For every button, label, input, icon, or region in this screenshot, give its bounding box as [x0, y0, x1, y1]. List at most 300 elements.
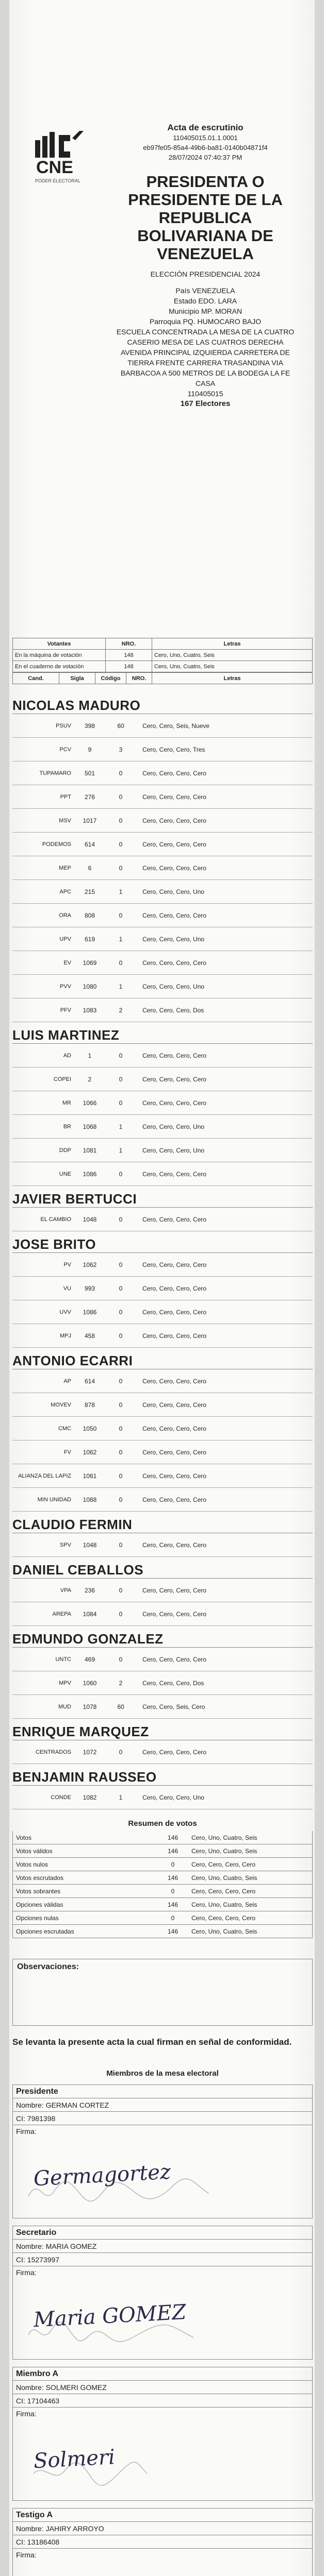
member-name: Nombre: MARIA GOMEZ: [13, 2240, 312, 2253]
party-letras: Cero, Cero, Cero, Cero: [142, 1448, 207, 1456]
party-sigla: MSV: [59, 817, 71, 824]
party-code: 1048: [83, 1215, 97, 1223]
signature: [23, 2563, 250, 2576]
resumen-row: [12, 1925, 313, 1938]
party-code: 236: [84, 1586, 95, 1594]
acta-title: Acta de escrutinio: [167, 123, 244, 132]
party-sigla: AD: [63, 1052, 71, 1059]
party-code: 614: [84, 1377, 95, 1385]
party-code: 878: [84, 1401, 95, 1409]
party-code: 469: [84, 1655, 95, 1663]
observaciones-box: [12, 1959, 313, 2026]
resumen-letras: Cero, Uno, Cuatro, Seis: [191, 1927, 257, 1935]
party-code: 1061: [83, 1472, 97, 1480]
party-letras: Cero, Cero, Cero, Cero: [142, 1748, 207, 1756]
party-letras: Cero, Cero, Cero, Uno: [142, 1123, 205, 1130]
party-nro: 0: [119, 1377, 123, 1385]
party-letras: Cero, Cero, Cero, Cero: [142, 911, 207, 919]
member-box: [12, 2508, 313, 2576]
candidate-name: NICOLAS MADURO: [12, 697, 313, 714]
party-letras: Cero, Cero, Cero, Cero: [142, 1541, 207, 1549]
svg-text:CNE: CNE: [36, 158, 73, 177]
party-sigla: AREPA: [52, 1611, 71, 1617]
party-letras: Cero, Cero, Seis, Cero: [142, 1703, 205, 1710]
member-name: Nombre: JAHIRY ARROYO: [13, 2522, 312, 2535]
party-nro: 0: [119, 1748, 123, 1756]
party-row: [12, 1277, 313, 1300]
party-row: [12, 975, 313, 998]
candidate-block: [12, 1768, 313, 1809]
acta-header: [112, 123, 298, 409]
party-code: 2: [88, 1075, 92, 1083]
party-row: [12, 1067, 313, 1091]
party-sigla: VU: [63, 1285, 71, 1292]
party-row: [12, 998, 313, 1022]
party-nro: 0: [119, 1401, 123, 1409]
party-sigla: MR: [62, 1099, 71, 1106]
party-code: 1084: [83, 1610, 97, 1618]
party-code: 1068: [83, 1123, 97, 1130]
party-sigla: CONDE: [51, 1794, 71, 1801]
party-row: [12, 1602, 313, 1626]
signature-text: Maria GOMEZ: [33, 2300, 187, 2332]
signature-text: Germagortez: [33, 2160, 172, 2191]
party-nro: 60: [117, 722, 124, 730]
pais: País VENEZUELA: [175, 286, 235, 295]
resumen-label: Votos: [16, 1834, 32, 1841]
party-letras: Cero, Cero, Cero, Cero: [142, 864, 207, 872]
member-firma: [13, 2408, 312, 2500]
party-row: [12, 1695, 313, 1719]
party-sigla: PPT: [60, 793, 71, 800]
party-row: [12, 904, 313, 927]
party-code: 1017: [83, 817, 97, 824]
party-nro: 0: [119, 1308, 123, 1316]
party-letras: Cero, Cero, Seis, Nueve: [142, 722, 210, 730]
party-row: [12, 809, 313, 833]
party-letras: Cero, Cero, Cero, Cero: [142, 793, 207, 801]
party-letras: Cero, Cero, Cero, Cero: [142, 1284, 207, 1292]
resumen-row: [12, 1831, 313, 1844]
resumen-value: 146: [167, 1927, 179, 1935]
party-code: 1083: [83, 1006, 97, 1014]
party-nro: 0: [119, 1472, 123, 1480]
candidate-block: [12, 1352, 313, 1512]
member-ci: CI: 7981398: [13, 2112, 312, 2125]
party-row: [12, 1417, 313, 1440]
party-code: 619: [84, 935, 95, 943]
party-nro: 0: [119, 817, 123, 824]
party-letras: Cero, Cero, Cero, Cero: [142, 1170, 207, 1178]
party-row: [12, 1208, 313, 1231]
party-sigla: ALIANZA DEL LAPIZ: [18, 1472, 71, 1479]
cne-logo: [32, 129, 89, 206]
firma-label: Firma:: [16, 2268, 37, 2277]
member-role: Miembro A: [13, 2367, 312, 2381]
party-sigla: PODEMOS: [42, 841, 71, 848]
election-title: PRESIDENTA O PRESIDENTE DE LA REPUBLICA BOLIVARIANA DE VENEZUELA: [128, 173, 283, 263]
candidate-name: JAVIER BERTUCCI: [12, 1190, 313, 1208]
resumen-label: Opciones escrutadas: [16, 1927, 74, 1935]
party-row: [12, 785, 313, 809]
votantes-label: En el cuaderno de votación: [13, 661, 106, 672]
party-row: [12, 1044, 313, 1067]
party-code: 1086: [83, 1308, 97, 1316]
member-ci: CI: 15273997: [13, 2253, 312, 2266]
observaciones-label: Observaciones:: [17, 1962, 79, 1971]
resumen-value: 0: [171, 1860, 175, 1868]
resumen-label: Votos válidos: [16, 1847, 53, 1855]
votantes-table: [12, 638, 313, 684]
letras-header: Letras: [152, 638, 313, 650]
party-sigla: MUD: [58, 1703, 71, 1710]
candidate-block: [12, 1190, 313, 1231]
party-letras: Cero, Cero, Cero, Cero: [142, 1586, 207, 1594]
party-code: 1066: [83, 1099, 97, 1107]
party-code: 1078: [83, 1703, 97, 1710]
party-row: [12, 1464, 313, 1488]
resumen-row: [12, 1858, 313, 1871]
party-letras: Cero, Cero, Cero, Cero: [142, 959, 207, 967]
firma-label: Firma:: [16, 2127, 37, 2136]
party-nro: 0: [119, 1610, 123, 1618]
party-letras: Cero, Cero, Cero, Cero: [142, 1052, 207, 1059]
party-row: [12, 1369, 313, 1393]
party-letras: Cero, Cero, Cero, Cero: [142, 1215, 207, 1223]
votantes-letras: Cero, Uno, Cuatro, Seis: [152, 661, 313, 672]
party-code: 6: [88, 864, 92, 872]
party-nro: 0: [119, 959, 123, 967]
party-nro: 0: [119, 1541, 123, 1549]
party-code: 1050: [83, 1425, 97, 1432]
resumen-value: 146: [167, 1874, 179, 1882]
party-row: [12, 761, 313, 785]
member-ci: CI: 13186408: [13, 2535, 312, 2549]
party-sigla: AP: [63, 1378, 71, 1384]
party-row: [12, 1786, 313, 1809]
col-letras: Letras: [152, 673, 313, 684]
resumen-letras: Cero, Uno, Cuatro, Seis: [191, 1874, 257, 1882]
party-code: 1062: [83, 1448, 97, 1456]
candidate-block: [12, 1630, 313, 1719]
party-sigla: DDP: [59, 1147, 71, 1154]
party-sigla: ORA: [59, 912, 71, 919]
party-code: 1082: [83, 1793, 97, 1801]
member-box: [12, 2084, 313, 2218]
party-letras: Cero, Cero, Cero, Cero: [142, 1610, 207, 1618]
party-code: 1080: [83, 982, 97, 990]
party-sigla: EL CAMBIO: [40, 1216, 71, 1223]
miembros-title: Miembros de la mesa electoral: [106, 2069, 219, 2078]
party-letras: Cero, Cero, Cero, Cero: [142, 1377, 207, 1385]
votantes-header: Votantes: [13, 638, 106, 650]
resumen-row: [12, 1871, 313, 1885]
party-nro: 0: [119, 769, 123, 777]
resumen-label: Votos escrutados: [16, 1874, 64, 1882]
party-nro: 0: [119, 1170, 123, 1178]
party-sigla: PFV: [60, 1007, 71, 1013]
party-row: [12, 1324, 313, 1348]
votantes-nro: 148: [106, 661, 152, 672]
party-code: 9: [88, 745, 92, 753]
party-row: [12, 714, 313, 738]
candidate-name: LUIS MARTINEZ: [12, 1026, 313, 1044]
member-name: Nombre: SOLMERI GOMEZ: [13, 2381, 312, 2394]
party-nro: 0: [119, 1215, 123, 1223]
signature: [23, 2140, 250, 2207]
party-sigla: MOVEV: [51, 1401, 71, 1408]
candidate-block: [12, 1026, 313, 1186]
member-box: [12, 2226, 313, 2360]
party-nro: 0: [119, 1284, 123, 1292]
party-nro: 2: [119, 1006, 123, 1014]
party-code: 1069: [83, 959, 97, 967]
party-letras: Cero, Cero, Cero, Uno: [142, 982, 205, 990]
party-sigla: COPEI: [53, 1076, 71, 1082]
signature: [23, 2422, 250, 2489]
party-letras: Cero, Cero, Cero, Cero: [142, 1472, 207, 1480]
party-nro: 1: [119, 982, 123, 990]
party-sigla: UNE: [59, 1171, 71, 1177]
candidate-name: JOSE BRITO: [12, 1235, 313, 1253]
party-letras: Cero, Cero, Cero, Cero: [142, 1075, 207, 1083]
candidate-name: BENJAMIN RAUSSEO: [12, 1768, 313, 1786]
candidate-name: ENRIQUE MARQUEZ: [12, 1723, 313, 1740]
party-code: 1062: [83, 1261, 97, 1268]
party-letras: Cero, Cero, Cero, Tres: [142, 745, 205, 753]
party-row: [12, 1648, 313, 1671]
svg-text:PODER ELECTORAL: PODER ELECTORAL: [35, 178, 80, 183]
party-nro: 0: [119, 1586, 123, 1594]
party-row: [12, 1393, 313, 1417]
signature-text: Solmeri: [33, 2445, 116, 2473]
party-sigla: UVV: [59, 1309, 71, 1315]
votantes-letras: Cero, Uno, Cuatro, Seis: [152, 650, 313, 661]
resumen-votos: [12, 1817, 313, 1938]
resumen-letras: Cero, Cero, Cero, Cero: [191, 1887, 256, 1895]
member-firma: [13, 2266, 312, 2359]
party-sigla: PSUV: [56, 722, 71, 729]
acta-code: 110405015.01.1.0001: [173, 134, 238, 142]
party-sigla: APC: [59, 888, 71, 895]
estado: Estado EDO. LARA: [173, 297, 237, 305]
firma-label: Firma:: [16, 2551, 37, 2559]
party-letras: Cero, Cero, Cero, Uno: [142, 935, 205, 943]
party-code: 458: [84, 1332, 95, 1340]
resumen-label: Opciones nulas: [16, 1914, 59, 1922]
candidate-block: [12, 1723, 313, 1764]
party-code: 614: [84, 840, 95, 848]
col-sigla: Sigla: [59, 673, 95, 684]
party-code: 398: [84, 722, 95, 730]
centro-code: 110405015: [187, 389, 223, 398]
resumen-label: Votos nulos: [16, 1860, 48, 1868]
party-nro: 1: [119, 1123, 123, 1130]
party-sigla: TUPAMARO: [39, 770, 71, 776]
party-row: [12, 1579, 313, 1602]
party-nro: 0: [119, 1425, 123, 1432]
party-nro: 0: [119, 840, 123, 848]
candidate-name: ANTONIO ECARRI: [12, 1352, 313, 1369]
member-role: Testigo A: [13, 2509, 312, 2522]
party-sigla: MEP: [59, 865, 71, 871]
party-nro: 1: [119, 1793, 123, 1801]
party-row: [12, 1671, 313, 1695]
party-letras: Cero, Cero, Cero, Cero: [142, 1655, 207, 1663]
firma-label: Firma:: [16, 2410, 37, 2418]
resumen-letras: Cero, Uno, Cuatro, Seis: [191, 1901, 257, 1908]
party-code: 1048: [83, 1541, 97, 1549]
party-nro: 1: [119, 935, 123, 943]
resumen-title: Resumen de votos: [128, 1819, 197, 1828]
party-nro: 0: [119, 1655, 123, 1663]
party-row: [12, 1115, 313, 1139]
party-letras: Cero, Cero, Cero, Dos: [142, 1679, 204, 1687]
party-sigla: UPV: [59, 936, 71, 942]
party-sigla: CENTRADOS: [35, 1749, 71, 1755]
party-nro: 0: [119, 1261, 123, 1268]
party-sigla: VPA: [60, 1587, 71, 1594]
party-code: 1: [88, 1052, 92, 1059]
party-letras: Cero, Cero, Cero, Cero: [142, 1099, 207, 1107]
resumen-value: 0: [171, 1887, 175, 1895]
party-letras: Cero, Cero, Cero, Cero: [142, 1496, 207, 1503]
party-nro: 0: [119, 1332, 123, 1340]
resumen-row: [12, 1911, 313, 1925]
resumen-value: 146: [167, 1901, 179, 1908]
party-letras: Cero, Cero, Cero, Cero: [142, 817, 207, 824]
party-nro: 0: [119, 1496, 123, 1503]
party-sigla: MPJ: [60, 1332, 71, 1339]
member-role: Presidente: [13, 2085, 312, 2098]
party-code: 1088: [83, 1496, 97, 1503]
party-row: [12, 951, 313, 975]
party-row: [12, 1091, 313, 1115]
party-code: 1060: [83, 1679, 97, 1687]
party-row: [12, 1440, 313, 1464]
party-sigla: PVV: [59, 983, 71, 990]
member-role: Secretario: [13, 2226, 312, 2240]
col-cand: Cand.: [13, 673, 59, 684]
party-nro: 1: [119, 1146, 123, 1154]
party-letras: Cero, Cero, Cero, Cero: [142, 840, 207, 848]
party-row: [12, 833, 313, 856]
party-nro: 1: [119, 888, 123, 895]
party-row: [12, 1139, 313, 1162]
party-letras: Cero, Cero, Cero, Cero: [142, 1332, 207, 1340]
party-letras: Cero, Cero, Cero, Uno: [142, 888, 205, 895]
resumen-label: Votos sobrantes: [16, 1887, 61, 1895]
member-firma: [13, 2549, 312, 2576]
party-letras: Cero, Cero, Cero, Cero: [142, 1308, 207, 1316]
resumen-label: Opciones válidas: [16, 1901, 63, 1908]
col-codigo: Código: [95, 673, 126, 684]
party-code: 501: [84, 769, 95, 777]
party-letras: Cero, Cero, Cero, Cero: [142, 769, 207, 777]
party-row: [12, 880, 313, 904]
resumen-row: [12, 1844, 313, 1858]
candidate-block: [12, 697, 313, 1022]
member-firma: [13, 2125, 312, 2218]
party-row: [12, 738, 313, 761]
votantes-label: En la máquina de votación: [13, 650, 106, 661]
acta-hash: eb97fe05-85a4-49b6-ba81-0140b04871f4: [143, 144, 268, 151]
party-letras: Cero, Cero, Cero, Cero: [142, 1261, 207, 1268]
member-ci: CI: 17104463: [13, 2394, 312, 2408]
acta-datetime: 28/07/2024 07:40:37 PM: [168, 154, 242, 161]
party-letras: Cero, Cero, Cero, Uno: [142, 1146, 205, 1154]
party-code: 1086: [83, 1170, 97, 1178]
member-box: [12, 2367, 313, 2501]
party-letras: Cero, Cero, Cero, Cero: [142, 1425, 207, 1432]
resumen-value: 0: [171, 1914, 175, 1922]
party-sigla: SPV: [59, 1541, 71, 1548]
party-nro: 3: [119, 745, 123, 753]
party-nro: 0: [119, 864, 123, 872]
party-nro: 60: [117, 1703, 124, 1710]
party-nro: 0: [119, 1052, 123, 1059]
party-nro: 0: [119, 1448, 123, 1456]
party-code: 993: [84, 1284, 95, 1292]
party-sigla: BR: [63, 1123, 71, 1130]
firma-note: Se levanta la presente acta la cual firman en señal de conformidad.: [12, 2037, 292, 2047]
election-subtitle: ELECCIÓN PRESIDENCIAL 2024: [150, 270, 261, 278]
resumen-row: [12, 1898, 313, 1911]
nro-header: NRO.: [106, 638, 152, 650]
resumen-letras: Cero, Cero, Cero, Cero: [191, 1914, 256, 1922]
party-sigla: UNTC: [55, 1656, 71, 1663]
party-code: 1081: [83, 1146, 97, 1154]
candidate-name: DANIEL CEBALLOS: [12, 1561, 313, 1579]
party-code: 1072: [83, 1748, 97, 1756]
party-sigla: MPV: [59, 1680, 71, 1686]
parroquia: Parroquia PQ. HUMOCARO BAJO: [149, 317, 262, 326]
col-nro: NRO.: [126, 673, 152, 684]
party-sigla: MIN UNIDAD: [37, 1496, 71, 1503]
party-row: [12, 1740, 313, 1764]
party-nro: 0: [119, 1075, 123, 1083]
signature: [23, 2281, 250, 2348]
party-row: [12, 1300, 313, 1324]
party-nro: 2: [119, 1679, 123, 1687]
party-sigla: FV: [63, 1449, 71, 1455]
candidate-name: EDMUNDO GONZALEZ: [12, 1630, 313, 1648]
party-letras: Cero, Cero, Cero, Dos: [142, 1006, 204, 1014]
resumen-value: 146: [167, 1834, 179, 1841]
party-sigla: PV: [63, 1261, 71, 1268]
party-nro: 0: [119, 793, 123, 801]
votantes-nro: 148: [106, 650, 152, 661]
party-row: [12, 1488, 313, 1512]
municipio: Municipio MP. MORAN: [168, 307, 242, 315]
acta-receipt: [9, 0, 315, 2576]
resumen-value: 146: [167, 1847, 179, 1855]
resumen-row: [12, 1885, 313, 1898]
party-row: [12, 1533, 313, 1557]
candidate-block: [12, 1235, 313, 1348]
candidate-name: CLAUDIO FERMIN: [12, 1516, 313, 1533]
party-code: 276: [84, 793, 95, 801]
resumen-letras: Cero, Uno, Cuatro, Seis: [191, 1847, 257, 1855]
party-sigla: CMC: [58, 1425, 71, 1432]
party-letras: Cero, Cero, Cero, Uno: [142, 1793, 205, 1801]
resumen-letras: Cero, Cero, Cero, Cero: [191, 1860, 256, 1868]
party-code: 808: [84, 911, 95, 919]
direccion: CASERIO MESA DE LAS CUATROS DERECHA AVENIDA PRINCIPAL IZQUIERDA CARRETERA DE TIERRA FRENTE CARRERA TRASANDINA VIA BARBACOA A 500 METROS DE LA BODEGA LA FE CASA: [120, 338, 290, 387]
resumen-letras: Cero, Uno, Cuatro, Seis: [191, 1834, 257, 1841]
electores: 167 Electores: [180, 399, 231, 408]
party-row: [12, 927, 313, 951]
